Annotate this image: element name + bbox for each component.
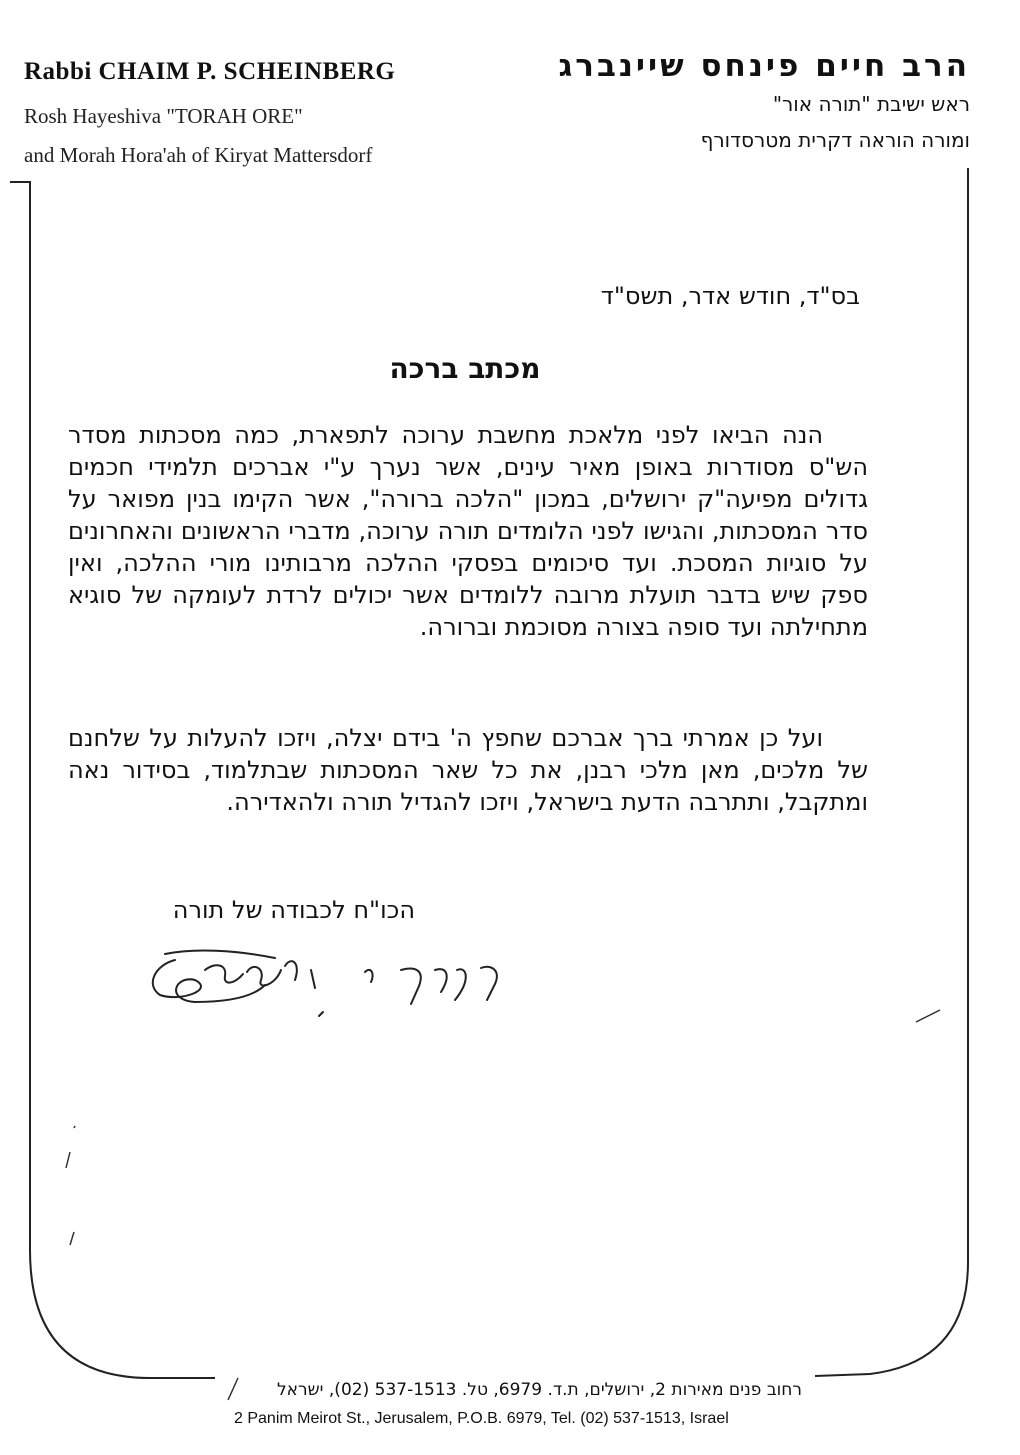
footer-address-english: 2 Panim Meirot St., Jerusalem, P.O.B. 6979, Tel. (02) 537-1513, Israel [234, 1410, 729, 1427]
letterhead-subtitle-english: and Morah Hora'ah of Kiryat Mattersdorf [24, 143, 373, 167]
paragraph-2-text: ועל כן אמרתי ברך אברכם שחפץ ה' בידם יצלה, ויזכו להעלות על שלחנם של מלכים, מאן מלכי רבנן, את כל שאר המסכתות שבתלמוד, בסידור נאה ומתקבל, ותתרבה הדעת בישראל, ויזכו להגדיל תורה ולהאדירה. [68, 724, 868, 816]
letterhead-title-english: Rosh Hayeshiva "TORAH ORE" [24, 104, 303, 128]
letter-title: מכתב ברכה [389, 352, 541, 385]
paragraph-1-text: הנה הביאו לפני מלאכת מחשבת ערוכה לתפארת, כמה מסכתות מסדר הש"ס מסודרות באופן מאיר עינים, אשר נערך ע"י אברכים תלמידי חכמים גדולים מפיעה"ק ירושלים, במכון "הלכה ברורה", אשר הקימו בנין מפואר על סדר המסכתות, והגישו לפני הלומדים תורה ערוכה, מדברי הראשונים והאחרונים על סוגיות המסכת. ועד סיכומים בפסקי ההלכה מרבותינו מורי ההלכה, ואין ספק שיש בדבר תועלת מרובה ללומדים אשר יכולים לרדת לעומקה של סוגיא מתחילתה ועד סופה בצורה מסוכמת וברורה. [68, 421, 868, 641]
footer-address-hebrew: רחוב פנים מאירות 2, ירושלים, ת.ד. 6979, טל. 537-1513 (02), ישראל [277, 1380, 802, 1400]
letter-paragraph-2 [68, 722, 868, 818]
letter-date: בס"ד, חודש אדר, תשס"ד [600, 282, 860, 310]
letterhead-title-hebrew: ראש ישיבת "תורה אור" [772, 92, 970, 116]
letter-closing: הכו"ח לכבודה של תורה [172, 896, 415, 924]
letter-paragraph-1 [68, 419, 868, 643]
letterhead-subtitle-hebrew: ומורה הוראה דקרית מטרסדורף [700, 128, 970, 152]
letterhead-name-hebrew: הרב חיים פינחס שיינברג [558, 48, 970, 84]
handwritten-signature [135, 940, 525, 1030]
letterhead-name-english: Rabbi CHAIM P. SCHEINBERG [24, 58, 396, 85]
